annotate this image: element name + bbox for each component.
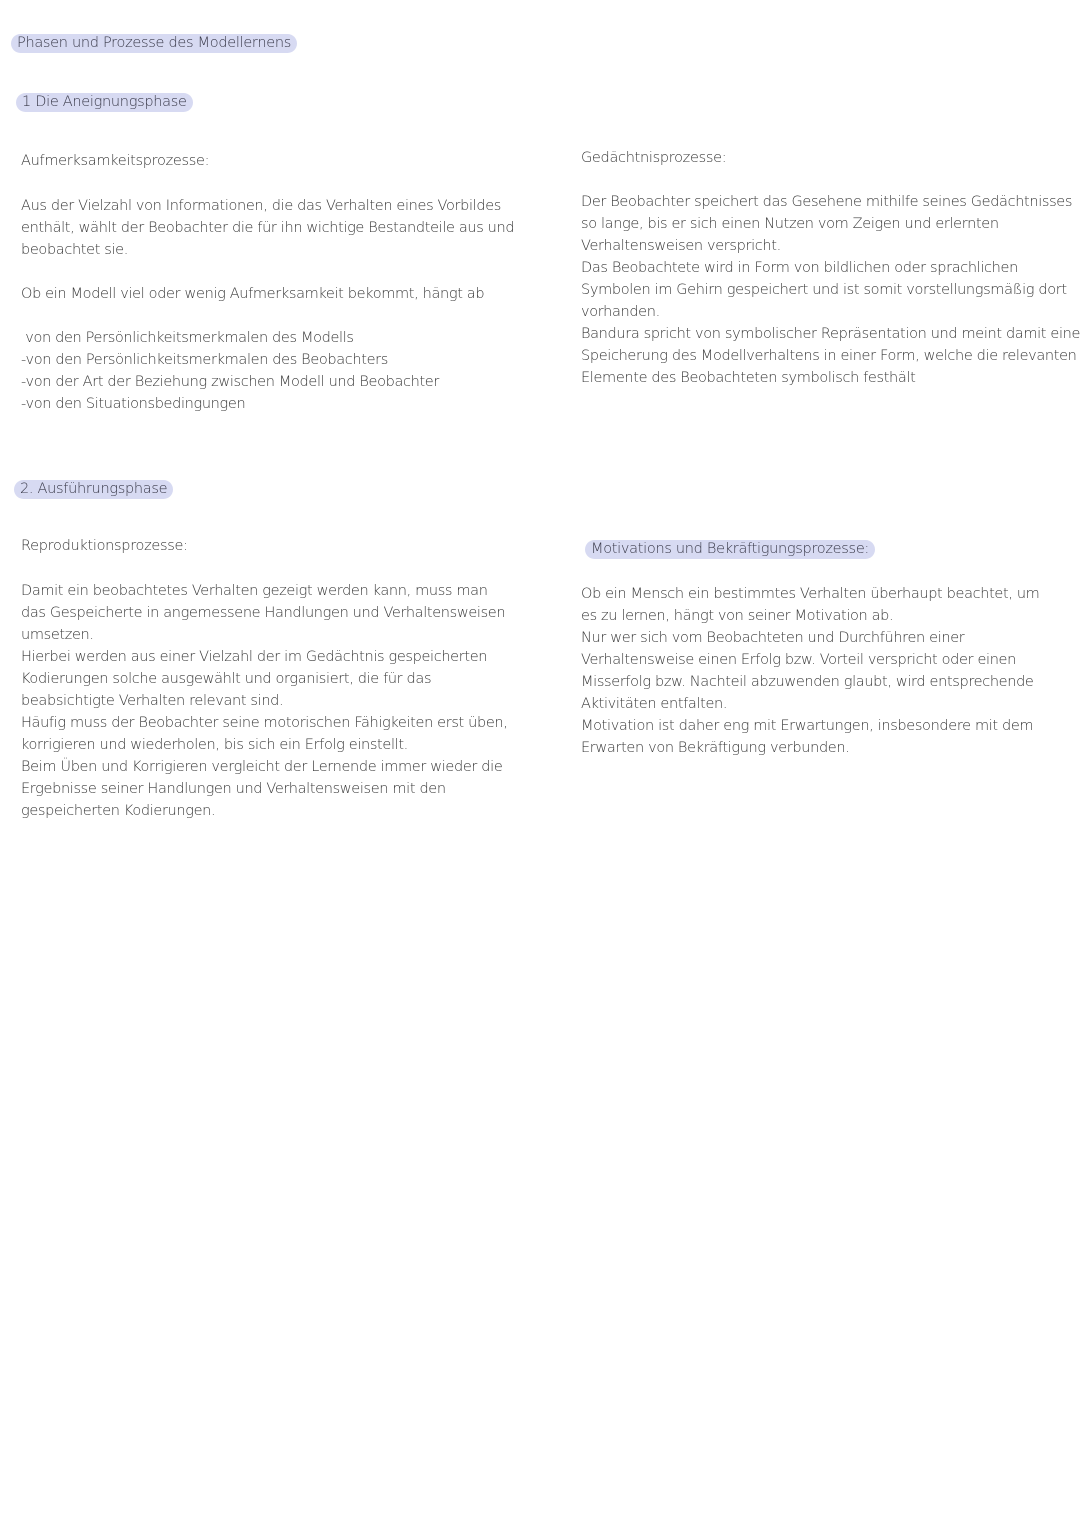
text-line: Der Beobachter speichert das Gesehene mithilfe seines Gedächtnisses [581, 194, 1073, 210]
motivation-processes-heading: Motivations und Bekräftigungsprozesse: [585, 540, 875, 559]
list-item: von den Persönlichkeitsmerkmalen des Modells [21, 330, 354, 346]
reproduction-processes-heading: Reproduktionsprozesse: [21, 538, 188, 554]
attention-factor-list [21, 327, 521, 415]
phase1-heading: 1 Die Aneignungsphase [16, 93, 193, 112]
text-line: Speicherung des Modellverhaltens in einer Form, welche die relevanten [581, 348, 1077, 364]
text-line: Damit ein beobachtetes Verhalten gezeigt werden kann, muss man [21, 583, 488, 599]
text-line: beabsichtigte Verhalten relevant sind. [21, 693, 284, 709]
text-line: Häufig muss der Beobachter seine motorischen Fähigkeiten erst üben, [21, 715, 508, 731]
text-line: beobachtet sie. [21, 242, 129, 258]
text-line: enthält, wählt der Beobachter die für ihn wichtige Bestandteile aus und [21, 220, 515, 236]
text-line: Beim Üben und Korrigieren vergleicht der Lernende immer wieder die [21, 759, 503, 775]
list-item: -von den Persönlichkeitsmerkmalen des Beobachters [21, 352, 388, 368]
text-line: Misserfolg bzw. Nachteil abzuwenden glaubt, wird entsprechende [581, 674, 1034, 690]
attention-dependency-paragraph [21, 283, 521, 305]
text-line: korrigieren und wiederholen, bis sich ein Erfolg einstellt. [21, 737, 408, 753]
motivation-paragraph [581, 583, 1071, 759]
attention-processes-heading: Aufmerksamkeitsprozesse: [21, 153, 210, 169]
text-line: Elemente des Beobachteten symbolisch festhält [581, 370, 916, 386]
phase2-heading: 2. Ausführungsphase [14, 480, 173, 499]
text-line: Hierbei werden aus einer Vielzahl der im Gedächtnis gespeicherten [21, 649, 488, 665]
text-line: Bandura spricht von symbolischer Repräsentation und meint damit eine [581, 326, 1080, 342]
text-line: Verhaltensweisen verspricht. [581, 238, 781, 254]
text-line: Ob ein Modell viel oder wenig Aufmerksamkeit bekommt, hängt ab [21, 286, 485, 302]
list-item: -von der Art der Beziehung zwischen Modell und Beobachter [21, 374, 439, 390]
text-line: Erwarten von Bekräftigung verbunden. [581, 740, 850, 756]
reproduction-paragraph [21, 580, 521, 822]
text-line: Nur wer sich vom Beobachteten und Durchführen einer [581, 630, 965, 646]
text-line: umsetzen. [21, 627, 94, 643]
text-line: das Gespeicherte in angemessene Handlungen und Verhaltensweisen [21, 605, 506, 621]
text-line: es zu lernen, hängt von seiner Motivation ab. [581, 608, 894, 624]
text-line: Kodierungen solche ausgewählt und organisiert, die für das [21, 671, 432, 687]
text-line: Verhaltensweise einen Erfolg bzw. Vorteil verspricht oder einen [581, 652, 1016, 668]
memory-processes-heading: Gedächtnisprozesse: [581, 150, 727, 166]
text-line: Aktivitäten entfalten. [581, 696, 728, 712]
text-line: Aus der Vielzahl von Informationen, die das Verhalten eines Vorbildes [21, 198, 501, 214]
text-line: Symbolen im Gehirn gespeichert und ist somit vorstellungsmäßig dort [581, 282, 1067, 298]
memory-paragraph [581, 191, 1080, 389]
text-line: Ob ein Mensch ein bestimmtes Verhalten überhaupt beachtet, um [581, 586, 1040, 602]
attention-paragraph [21, 195, 521, 261]
text-line: so lange, bis er sich einen Nutzen vom Zeigen und erlernten [581, 216, 999, 232]
text-line: Motivation ist daher eng mit Erwartungen, insbesondere mit dem [581, 718, 1034, 734]
text-line: Ergebnisse seiner Handlungen und Verhaltensweisen mit den [21, 781, 446, 797]
list-item: -von den Situationsbedingungen [21, 396, 246, 412]
text-line: Das Beobachtete wird in Form von bildlichen oder sprachlichen [581, 260, 1018, 276]
text-line: gespeicherten Kodierungen. [21, 803, 216, 819]
text-line: vorhanden. [581, 304, 660, 320]
page-title: Phasen und Prozesse des Modellernens [11, 34, 297, 53]
